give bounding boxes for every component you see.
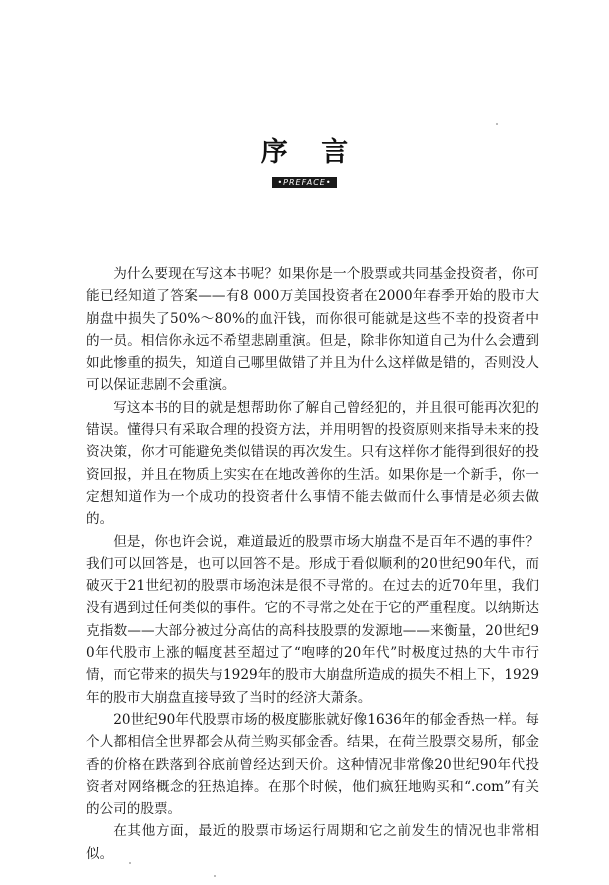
scan-speck [129, 862, 131, 864]
scan-speck [214, 875, 216, 877]
paragraph: 写这本书的目的就是想帮助你了解自己曾经犯的，并且很可能再次犯的错误。懂得只有采取合理的投资方法，并用明智的投资原则来指导未来的投资决策，你才可能避免类似错误的再次发生。只有这样你才能得到很好的投资回报，并且在物质上实实在在地改善你的生活。如果你是一个新手，你一定想知道作为一个成功的投资者什么事情不能去做而什么事情是必须去做的。 [86, 399, 539, 528]
scan-speck [496, 123, 498, 125]
paragraph: 在其他方面，最近的股票市场运行周期和它之前发生的情况也非常相似。 [86, 823, 539, 862]
paragraph: 但是，你也许会说，难道最近的股票市场大崩盘不是百年不遇的事件？我们可以回答是，也可以回答不是。形成于看似顺利的20世纪90年代，而破灭于21世纪初的股票市场泡沫是很不寻常的。在过去的近70年里，我们没有遇到过任何类似的事件。它的不寻常之处在于它的严重程度。以纳斯达克指数——大部分被过分高估的高科技股票的发源地——来衡量，20世纪90年代股市上涨的幅度甚至超过了“咆哮的20年代”时极度过热的大牛市行情，而它带来的损失与1929年的股市大崩盘所造成的损失不相上下，1929年的股市大崩盘直接导致了当时的经济大萧条。 [86, 533, 539, 706]
paragraph: 20世纪90年代股票市场的极度膨胀就好像1636年的郁金香热一样。每个人都相信全世界都会从荷兰购买郁金香。结果，在荷兰股票交易所，郁金香的价格在跌落到谷底前曾经达到天价。这种情况非常像20世纪90年代投资者对网络概念的狂热追捧。在那个时候，他们疯狂地购买和“.com”有关的公司的股票。 [86, 711, 539, 818]
preface-heading [0, 136, 609, 189]
page-subtitle: •PREFACE• [272, 177, 336, 188]
page-title: 序 言 [260, 137, 361, 168]
body-text [86, 263, 539, 865]
paragraph: 为什么要现在写这本书呢？如果你是一个股票或共同基金投资者，你可能已经知道了答案——有8 000万美国投资者在2000年春季开始的股市大崩盘中损失了50%～80%的血汗钱，而你很可能就是这些不幸的投资者中的一员。相信你永远不希望悲剧重演。但是，除非你知道自己为什么会遭到如此惨重的损失，知道自己哪里做错了并且为什么这样做是错的，否则没人可以保证悲剧不会重演。 [86, 266, 539, 394]
